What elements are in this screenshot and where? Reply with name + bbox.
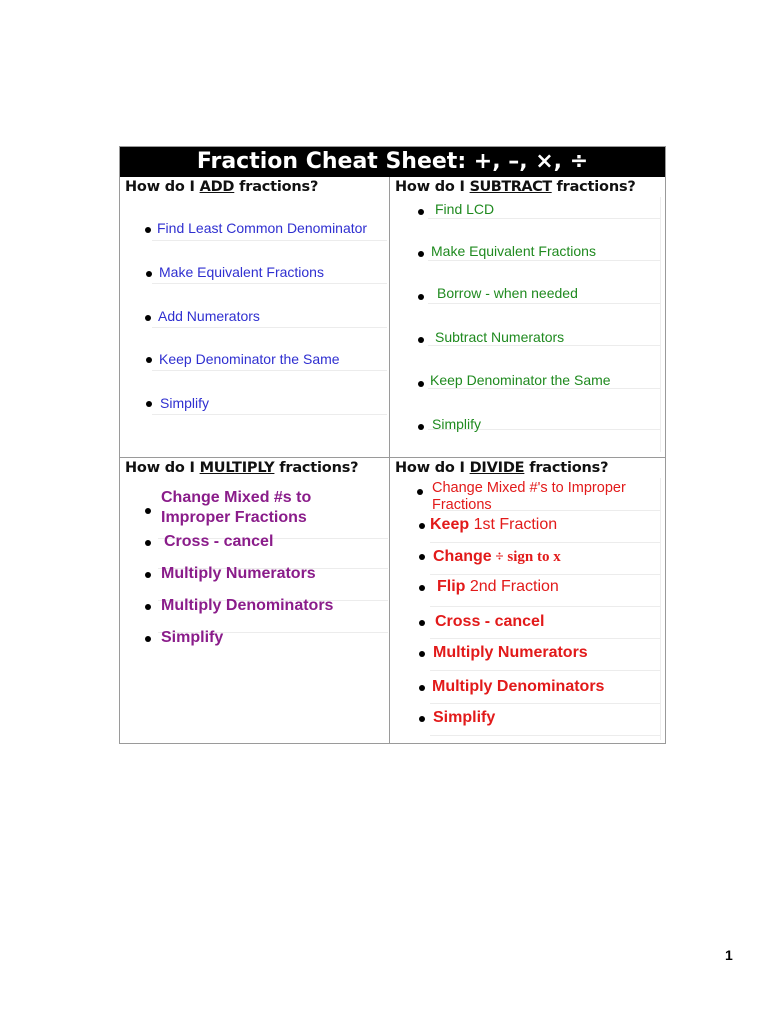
list-item: Find Least Common Denominator	[157, 220, 368, 236]
list-item: Subtract Numerators	[435, 329, 565, 345]
list-item: Borrow - when needed	[437, 285, 578, 301]
list-item: Change Mixed #s to	[161, 489, 312, 506]
multiply-section	[120, 458, 390, 744]
subtract-heading: How do I SUBTRACT fractions?	[395, 179, 636, 195]
list-item: Improper Fractions	[161, 509, 307, 526]
list-item: Make Equivalent Fractions	[159, 264, 324, 280]
list-item: Keep Denominator the Same	[159, 351, 340, 367]
divide-section	[390, 458, 665, 744]
multiply-heading: How do I MULTIPLY fractions?	[125, 460, 359, 476]
list-item: Multiply Numerators	[433, 644, 588, 661]
list-item: Add Numerators	[158, 308, 260, 324]
list-item: Multiply Denominators	[161, 597, 334, 614]
list-item: Change ÷ sign to x	[433, 548, 561, 565]
sheet-title: Fraction Cheat Sheet: +, –, ×, ÷	[120, 147, 665, 177]
list-item: Cross - cancel	[435, 613, 545, 630]
list-item: Simplify	[433, 709, 496, 726]
list-item: Find LCD	[435, 201, 495, 217]
list-item: Flip 2nd Fraction	[437, 578, 559, 595]
list-item: Multiply Denominators	[432, 678, 605, 695]
list-item: Simplify	[160, 395, 210, 411]
divide-heading: How do I DIVIDE fractions?	[395, 460, 609, 476]
cheat-sheet-table	[119, 146, 666, 744]
list-item: Keep Denominator the Same	[430, 372, 611, 388]
list-item: Change Mixed #'s to Improper	[432, 480, 626, 496]
add-section	[120, 177, 390, 458]
add-heading: How do I ADD fractions?	[125, 179, 319, 195]
subtract-section	[390, 177, 665, 458]
list-item: Simplify	[432, 416, 482, 432]
page-number: 1	[725, 947, 733, 963]
list-item: Simplify	[161, 629, 224, 646]
list-item: Make Equivalent Fractions	[431, 243, 596, 259]
list-item: Fractions	[432, 497, 492, 513]
list-item: Cross - cancel	[164, 533, 274, 550]
list-item: Keep 1st Fraction	[430, 516, 558, 533]
list-item: Multiply Numerators	[161, 565, 316, 582]
